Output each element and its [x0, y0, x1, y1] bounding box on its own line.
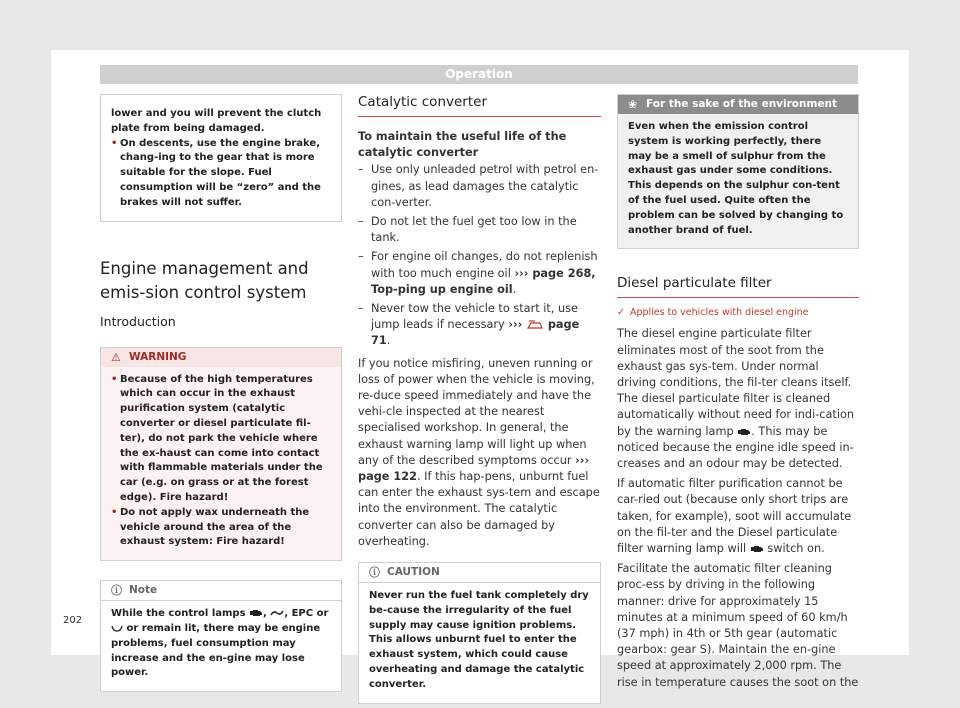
glow-plug-lamp-icon	[111, 624, 123, 632]
environment-label: For the sake of the environment	[646, 98, 838, 110]
page-reference-link[interactable]: ›››	[508, 318, 523, 332]
column-middle	[358, 94, 601, 704]
continued-tip-box	[100, 94, 342, 222]
catalytic-converter-heading: Catalytic converter	[358, 94, 601, 117]
epc-lamp-label: EPC	[291, 608, 314, 620]
diesel-paragraph: Facilitate the automatic filter cleaning proc-ess by driving in the following manner: drive for approximately 15 minutes at a minimum speed of 60 km/h (37 mph) in 4th or 5th gear (automatic gearbox: gear S). Maintain the en-gine speed at approximately 2,000 rpm. The rise in temperature causes the soot on the	[617, 562, 859, 689]
environment-body: Even when the emission control system is working perfectly, there may be a smell of sulphur from the exhaust gas under some conditions. This depends on the sulphur con-tent of the fuel used. Quite often the problem can be solved by changing to another brand of fuel.	[618, 114, 858, 248]
page-number: 202	[63, 615, 83, 626]
warning-header	[101, 348, 341, 367]
engine-lamp-icon	[249, 609, 263, 617]
list-item: – Use only unleaded petrol with petrol en-gines, as lead damages the catalytic con-verter.	[358, 162, 601, 211]
environment-box	[617, 94, 859, 249]
catalytic-body	[358, 129, 601, 550]
caution-label: CAUTION	[387, 566, 440, 579]
tip-bullet: • On descents, use the engine brake, chang-ing to the gear that is more suitable for the slope. Fuel consumption will be “zero” and the brakes will not suffer.	[111, 137, 331, 211]
warning-label: WARNING	[129, 350, 187, 363]
page-reference-link[interactable]: ››› page 122	[358, 453, 590, 484]
catalytic-paragraph: If you notice misfiring, uneven running or loss of power when the vehicle is moving, re-duce speed immediately and have the vehi-cle inspected at the nearest specialised workshop. In general, the exhaust warning lamp will light up when any of the described symptoms occur ››› page 122. If this hap-pens, unburnt fuel can enter the exhaust sys-tem and escape into the environment. The catalytic converter can also be damaged by overheating.	[358, 356, 600, 548]
diesel-paragraph: If automatic filter purification cannot be car-ried out (because only short trips are taken, for example), soot will accumulate on the fil-ter and the Diesel particulate filter warning lamp will switch on.	[617, 477, 852, 556]
environment-header	[618, 95, 858, 114]
page-reference-link[interactable]: ››› page 268, Top-ping up engine oil	[371, 266, 596, 296]
caution-box	[358, 562, 601, 704]
column-right	[617, 94, 859, 695]
warning-box	[100, 347, 342, 562]
caution-icon: ⓘ	[369, 566, 380, 580]
applies-note: ✓ Applies to vehicles with diesel engine	[617, 307, 809, 319]
manual-page	[51, 50, 909, 690]
note-box	[100, 580, 342, 692]
checkmark-icon: ✓	[617, 307, 625, 319]
page-reference-link[interactable]: page 71	[371, 318, 580, 348]
environment-flower-icon: ❀	[628, 98, 638, 111]
exhaust-lamp-icon	[270, 609, 284, 617]
caution-header	[359, 563, 600, 583]
warning-body	[101, 367, 341, 561]
column-left	[100, 94, 342, 692]
note-text: While the control lamps	[111, 608, 250, 620]
note-label: Note	[129, 584, 158, 597]
diesel-body	[617, 326, 859, 690]
note-separator: or	[313, 608, 329, 620]
list-item: – Never tow the vehicle to start it, use jump leads if necessary ››› page 71.	[358, 301, 601, 350]
list-item: – For engine oil changes, do not replenish with too much engine oil ››› page 268, Top-ping up engine oil.	[358, 249, 601, 298]
list-item: – Do not let the fuel get too low in the tank.	[358, 214, 601, 246]
section-title: Engine management and emis-sion control system	[100, 258, 309, 302]
note-body	[101, 601, 341, 691]
introduction-label: Introduction	[100, 313, 176, 329]
diesel-paragraph: The diesel engine particulate filter eliminates most of the soot from the exhaust gas sys-tem. Under normal driving conditions, the fil-ter cleans itself. The diesel particulate filter is cleaned automatically without need for indi-cation by the warning lamp . This may be noticed because the engine idle speed in-creases and an odour may be detected.	[617, 327, 855, 470]
particulate-filter-lamp-icon	[750, 545, 764, 553]
tip-line: lower and you will prevent the clutch plate from being damaged.	[111, 108, 322, 134]
note-separator: ,	[263, 608, 271, 620]
car-book-icon	[526, 319, 544, 331]
info-icon: ⓘ	[111, 584, 122, 598]
page-header: Operation	[100, 65, 858, 84]
caution-body: Never run the fuel tank completely dry be-cause the irregularity of the fuel supply may cause ignition problems. This allows unburnt fuel to enter the exhaust system, which could cause overheating and damage the catalytic converter.	[369, 590, 589, 690]
catalytic-lead: To maintain the useful life of the catalytic converter	[358, 130, 567, 160]
warning-triangle-icon: ⚠	[111, 350, 121, 364]
note-separator: ,	[284, 608, 292, 620]
diesel-filter-heading: Diesel particulate filter	[617, 275, 859, 298]
warning-bullet: • Because of the high temperatures which can occur in the exhaust purification system (catalytic converter or diesel particulate fil-ter), do not park the vehicle where the ex-haust can come into contact with flammable materials under the car (e.g. on grass or at the forest edge). Fire hazard!	[111, 373, 331, 506]
particulate-filter-lamp-icon	[737, 428, 751, 436]
warning-bullet: • Do not apply wax underneath the vehicle around the area of the exhaust system: Fire hazard!	[111, 506, 331, 550]
note-header	[101, 581, 341, 601]
note-text: or remain lit, there may be engine problems, fuel consumption may increase and the en-gine may lose power.	[111, 622, 321, 679]
